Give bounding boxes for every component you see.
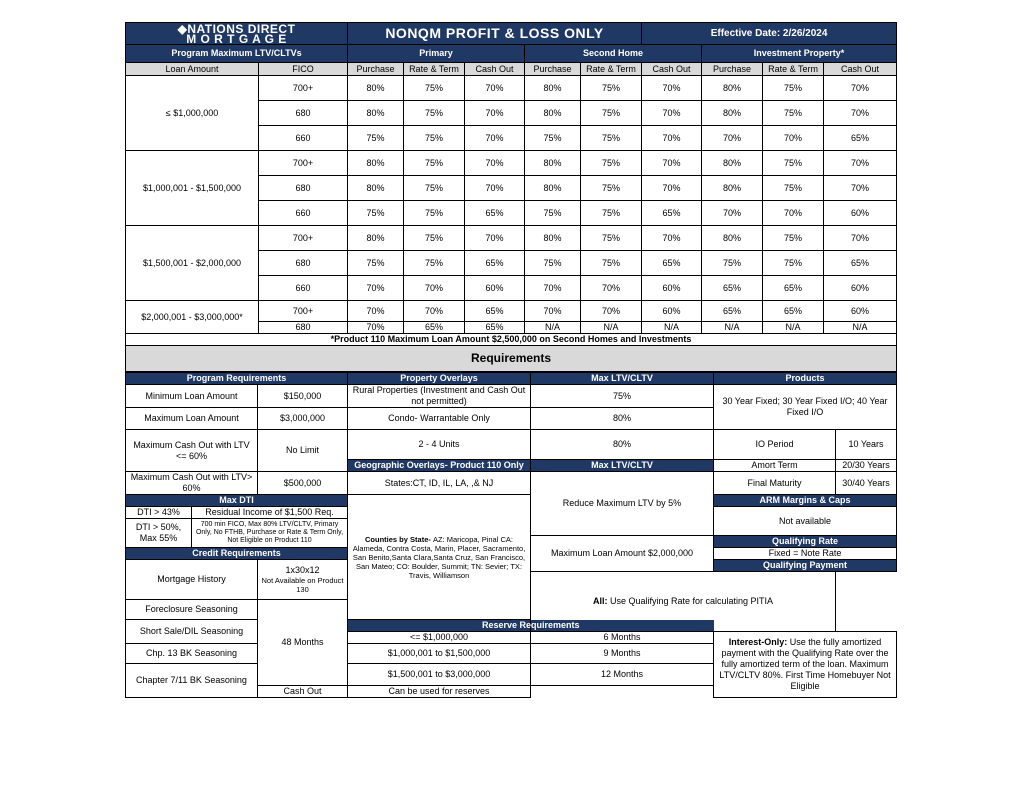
ltv-value-cell: 80% [702, 76, 763, 101]
qual-payment-header: Qualifying Payment [714, 560, 897, 572]
property-overlays-header: Property Overlays [348, 373, 531, 385]
ltv-value-cell: 65% [763, 276, 824, 301]
effective-date: Effective Date: 2/26/2024 [642, 23, 897, 45]
qual-rate-header: Qualifying Rate [714, 536, 897, 548]
rural-label: Rural Properties (Investment and Cash Out not permitted) [348, 385, 531, 408]
ltv-value-cell: 75% [404, 226, 465, 251]
max-dti-header: Max DTI [126, 495, 348, 507]
amort-label: Amort Term [714, 460, 836, 472]
ltv-value-cell: 70% [824, 151, 897, 176]
ltv-value-cell: 70% [348, 301, 404, 322]
requirements-table [125, 372, 897, 698]
ltv-value-cell: 70% [348, 276, 404, 301]
ltv-value-cell: 80% [702, 176, 763, 201]
ltv-value-cell: 80% [525, 101, 581, 126]
ltv-value-cell: 70% [348, 322, 404, 334]
ltv-value-cell: 65% [702, 301, 763, 322]
ltv-value-cell: 75% [763, 251, 824, 276]
ltv-value-cell: 65% [465, 322, 525, 334]
reserve-months-2: 9 Months [531, 644, 714, 664]
seasoning-value: 48 Months [258, 600, 348, 686]
fico-cell: 700+ [259, 151, 348, 176]
mortgage-history-label: Mortgage History [126, 560, 258, 600]
ltv-value-cell: 60% [824, 201, 897, 226]
maturity-value: 30/40 Years [836, 472, 897, 495]
ltv-value-cell: 65% [824, 251, 897, 276]
group-investment: Investment Property* [702, 45, 897, 63]
ltv-value-cell: 70% [581, 301, 642, 322]
fico-cell: 680 [259, 322, 348, 334]
ltv-value-cell: 60% [465, 276, 525, 301]
ltv-value-cell: N/A [581, 322, 642, 334]
ltv-value-cell: 80% [525, 226, 581, 251]
max-ltv-header: Max LTV/CLTV [531, 373, 714, 385]
qual-payment-value: All: Use Qualifying Rate for calculating PITIA [531, 572, 836, 632]
ltv-value-cell: 65% [404, 322, 465, 334]
ltv-value-cell: 80% [525, 151, 581, 176]
ltv-value-cell: 75% [581, 126, 642, 151]
sub-col-header: Rate & Term [404, 63, 465, 76]
ltv-value-cell: 75% [525, 251, 581, 276]
ltv-value-cell: 80% [525, 176, 581, 201]
ltv-value-cell: 70% [465, 76, 525, 101]
ltv-value-cell: 75% [581, 176, 642, 201]
ltv-value-cell: 80% [348, 226, 404, 251]
arm-value: Not available [714, 507, 897, 536]
ltv-value-cell: 65% [465, 201, 525, 226]
ltv-value-cell: 70% [642, 126, 702, 151]
ltv-value-cell: 65% [642, 201, 702, 226]
ltv-value-cell: 75% [702, 251, 763, 276]
fico-cell: 700+ [259, 226, 348, 251]
ltv-value-cell: 80% [348, 176, 404, 201]
ltv-value-cell: 70% [525, 276, 581, 301]
ltv-table [125, 22, 897, 372]
fico-cell: 680 [259, 101, 348, 126]
short-sale-label: Short Sale/DIL Seasoning [126, 620, 258, 644]
states-value: Reduce Maximum LTV by 5% [531, 472, 714, 536]
sub-col-header: Purchase [525, 63, 581, 76]
compass-icon: ◆ [177, 22, 188, 36]
io-note: Interest-Only: Use the fully amortized payment with the Qualifying Rate over the fully amortized term of the loan. Maximum LTV/CLTV 80%. First Time Homebuyer Not Eligible [714, 632, 897, 698]
sub-col-header: Cash Out [824, 63, 897, 76]
ltv-value-cell: 80% [702, 151, 763, 176]
ltv-value-cell: 75% [404, 251, 465, 276]
fico-cell: 700+ [259, 76, 348, 101]
amort-value: 20/30 Years [836, 460, 897, 472]
ltv-value-cell: 80% [702, 101, 763, 126]
ltv-value-cell: 75% [404, 201, 465, 226]
ltv-value-cell: 75% [404, 151, 465, 176]
fico-cell: 660 [259, 276, 348, 301]
sub-col-header: Rate & Term [763, 63, 824, 76]
sub-col-header: Cash Out [642, 63, 702, 76]
ltv-value-cell: 70% [824, 101, 897, 126]
dti-50-value: 700 min FICO, Max 80% LTV/CLTV, Primary Only, No FTHB, Purchase or Rate & Term Only, Not Eligible on Product 110 [192, 519, 348, 548]
reserve-months-4: Can be used for reserves [348, 686, 531, 698]
ltv-value-cell: 70% [465, 151, 525, 176]
ltv-value-cell: 75% [581, 201, 642, 226]
reserve-amount-2: $1,000,001 to $1,500,000 [348, 644, 531, 664]
ltv-value-cell: 70% [824, 76, 897, 101]
ltv-footnote: *Product 110 Maximum Loan Amount $2,500,000 on Second Homes and Investments [126, 334, 897, 346]
col-fico: FICO [259, 63, 348, 76]
ch711-label: Chapter 7/11 BK Seasoning [126, 664, 258, 698]
program-req-header: Program Requirements [126, 373, 348, 385]
ltv-value-cell: 70% [404, 301, 465, 322]
units-value: 80% [531, 430, 714, 460]
ltv-value-cell: 60% [824, 301, 897, 322]
ltv-value-cell: 75% [581, 251, 642, 276]
min-loan-value: $150,000 [258, 385, 348, 408]
ltv-value-cell: 70% [465, 176, 525, 201]
ltv-value-cell: 75% [404, 126, 465, 151]
dti-43-value: Residual Income of $1,500 Req. [192, 507, 348, 519]
reserve-months-1: 6 Months [531, 632, 714, 644]
min-loan-label: Minimum Loan Amount [126, 385, 258, 408]
ltv-value-cell: 70% [702, 201, 763, 226]
max-loan-value: $3,000,000 [258, 408, 348, 430]
loan-amount-tier: $1,500,001 - $2,000,000 [126, 226, 259, 301]
reserve-amount-4: Cash Out [258, 686, 348, 698]
reserve-header: Reserve Requirements [348, 620, 714, 632]
ltv-value-cell: 65% [824, 126, 897, 151]
ltv-value-cell: 75% [348, 126, 404, 151]
maturity-label: Final Maturity [714, 472, 836, 495]
ltv-value-cell: 65% [465, 301, 525, 322]
ltv-value-cell: 70% [642, 151, 702, 176]
dti-50-label: DTI > 50%, Max 55% [126, 519, 192, 548]
ltv-value-cell: 70% [642, 226, 702, 251]
ltv-value-cell: 70% [525, 301, 581, 322]
states-label: States:CT, ID, IL, LA, ,& NJ [348, 472, 531, 495]
ltv-value-cell: 80% [348, 76, 404, 101]
ltv-value-cell: 75% [763, 101, 824, 126]
counties-value: Maximum Loan Amount $2,000,000 [531, 536, 714, 572]
fico-cell: 680 [259, 176, 348, 201]
geo-overlays-header: Geographic Overlays- Product 110 Only [348, 460, 531, 472]
ltv-value-cell: 75% [581, 226, 642, 251]
company-logo: ◆NATIONS DIRECT M O R T G A G E [126, 23, 348, 45]
ltv-value-cell: 75% [404, 76, 465, 101]
fico-cell: 680 [259, 251, 348, 276]
ltv-value-cell: 80% [348, 151, 404, 176]
ltv-value-cell: 70% [702, 126, 763, 151]
ltv-value-cell: 75% [763, 226, 824, 251]
ltv-value-cell: 75% [581, 101, 642, 126]
ltv-value-cell: 75% [525, 126, 581, 151]
ltv-value-cell: 70% [642, 176, 702, 201]
ltv-value-cell: 60% [642, 301, 702, 322]
ltv-value-cell: 60% [642, 276, 702, 301]
ltv-value-cell: 70% [642, 101, 702, 126]
ltv-value-cell: 65% [702, 276, 763, 301]
ltv-value-cell: 80% [348, 101, 404, 126]
ltv-row [126, 151, 897, 176]
ltv-value-cell: 75% [581, 76, 642, 101]
fico-cell: 660 [259, 201, 348, 226]
sub-col-header: Rate & Term [581, 63, 642, 76]
ltv-value-cell: 75% [404, 101, 465, 126]
mortgage-history-value: 1x30x12 Not Available on Product 130 [258, 560, 348, 600]
reserve-amount-1: <= $1,000,000 [348, 632, 531, 644]
requirements-title: Requirements [126, 346, 897, 372]
max-loan-label: Maximum Loan Amount [126, 408, 258, 430]
cashout-60p-label: Maximum Cash Out with LTV> 60% [126, 472, 258, 495]
products-value: 30 Year Fixed; 30 Year Fixed I/O; 40 Year Fixed I/O [714, 385, 897, 430]
sub-col-header: Cash Out [465, 63, 525, 76]
ltv-value-cell: 75% [763, 176, 824, 201]
ltv-value-cell: N/A [702, 322, 763, 334]
io-period-label: IO Period [714, 430, 836, 460]
loan-amount-tier: ≤ $1,000,000 [126, 76, 259, 151]
ltv-row [126, 226, 897, 251]
loan-amount-tier: $2,000,001 - $3,000,000* [126, 301, 259, 334]
ch13-label: Chp. 13 BK Seasoning [126, 644, 258, 664]
reserve-amount-3: $1,500,001 to $3,000,000 [348, 664, 531, 686]
fico-cell: 700+ [259, 301, 348, 322]
products-header: Products [714, 373, 897, 385]
ltv-value-cell: 70% [465, 226, 525, 251]
ltv-row [126, 76, 897, 101]
ltv-value-cell: 75% [348, 251, 404, 276]
ltv-value-cell: 70% [465, 101, 525, 126]
qual-rate-value: Fixed = Note Rate [714, 548, 897, 560]
reserve-months-3: 12 Months [531, 664, 714, 686]
sheet-title: NONQM PROFIT & LOSS ONLY [348, 23, 642, 45]
dti-43-label: DTI > 43% [126, 507, 192, 519]
rate-sheet [125, 22, 896, 698]
group-primary: Primary [348, 45, 525, 63]
ltv-value-cell: N/A [824, 322, 897, 334]
foreclosure-label: Foreclosure Seasoning [126, 600, 258, 620]
ltv-value-cell: 70% [763, 126, 824, 151]
group-second-home: Second Home [525, 45, 702, 63]
io-period-value: 10 Years [836, 430, 897, 460]
ltv-value-cell: 70% [824, 226, 897, 251]
ltv-row [126, 301, 897, 322]
ltv-value-cell: 75% [763, 151, 824, 176]
fico-cell: 660 [259, 126, 348, 151]
ltv-value-cell: 65% [763, 301, 824, 322]
cashout-60p-value: $500,000 [258, 472, 348, 495]
ltv-value-cell: 65% [465, 251, 525, 276]
geo-max-ltv-header: Max LTV/CLTV [531, 460, 714, 472]
rural-value: 75% [531, 385, 714, 408]
counties-overlay: Counties by State- AZ: Maricopa, Pinal CA: Alameda, Contra Costa, Marin, Placer, Sacramento, San Benito,Santa Clara,Santa Cruz, San Francisco, San Mateo; CO: Boulder, Summit; TN: Sevier; TX: Travis, Williamson [348, 495, 531, 620]
ltv-value-cell: 80% [702, 226, 763, 251]
col-loan-amount: Loan Amount [126, 63, 259, 76]
sub-col-header: Purchase [702, 63, 763, 76]
ltv-value-cell: 75% [763, 76, 824, 101]
ltv-value-cell: 70% [824, 176, 897, 201]
credit-req-header: Credit Requirements [126, 548, 348, 560]
ltv-value-cell: 70% [404, 276, 465, 301]
ltv-value-cell: 70% [763, 201, 824, 226]
loan-amount-tier: $1,000,001 - $1,500,000 [126, 151, 259, 226]
ltv-value-cell: 70% [581, 276, 642, 301]
ltv-value-cell: 70% [465, 126, 525, 151]
ltv-value-cell: 65% [642, 251, 702, 276]
cashout-60-value: No Limit [258, 430, 348, 472]
ltv-value-cell: 75% [348, 201, 404, 226]
cashout-60-label: Maximum Cash Out with LTV <= 60% [126, 430, 258, 472]
condo-label: Condo- Warrantable Only [348, 408, 531, 430]
ltv-value-cell: N/A [525, 322, 581, 334]
ltv-value-cell: N/A [642, 322, 702, 334]
arm-header: ARM Margins & Caps [714, 495, 897, 507]
ltv-value-cell: 75% [525, 201, 581, 226]
ltv-value-cell: 75% [404, 176, 465, 201]
ltv-value-cell: 60% [824, 276, 897, 301]
ltv-value-cell: 70% [642, 76, 702, 101]
condo-value: 80% [531, 408, 714, 430]
ltv-value-cell: 80% [525, 76, 581, 101]
units-label: 2 - 4 Units [348, 430, 531, 460]
program-ltv-header: Program Maximum LTV/CLTVs [126, 45, 348, 63]
ltv-value-cell: 75% [581, 151, 642, 176]
sub-col-header: Purchase [348, 63, 404, 76]
ltv-value-cell: N/A [763, 322, 824, 334]
